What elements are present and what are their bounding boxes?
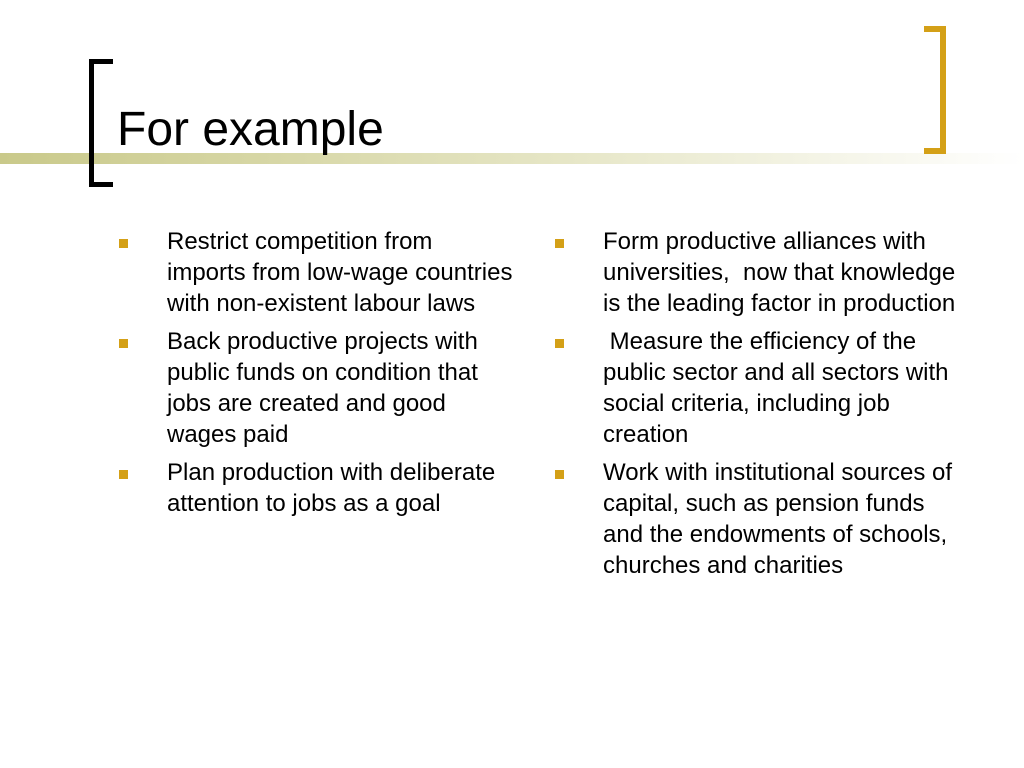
bullet-text: Restrict competition from imports from low-wage countries with non-existent labour laws xyxy=(167,228,520,317)
slide-title: For example xyxy=(117,103,384,156)
left-bullet-list xyxy=(117,226,520,526)
square-bullet-icon xyxy=(119,470,128,479)
square-bullet-icon xyxy=(119,239,128,248)
left-bracket-decoration xyxy=(89,59,113,187)
bullet-item xyxy=(553,226,963,319)
bullet-text: Work with institutional sources of capital, such as pension funds and the endowments of schools, churches and charities xyxy=(603,459,959,579)
square-bullet-icon xyxy=(555,239,564,248)
bullet-item xyxy=(117,226,520,319)
bullet-text: Measure the efficiency of the public sector and all sectors with social criteria, including job creation xyxy=(603,328,956,448)
right-bullet-list xyxy=(553,226,963,588)
bullet-text: Plan production with deliberate attention to jobs as a goal xyxy=(167,459,502,517)
square-bullet-icon xyxy=(555,470,564,479)
bullet-item xyxy=(117,326,517,450)
right-bracket-decoration xyxy=(924,26,946,154)
bullet-item xyxy=(553,326,963,450)
bullet-item xyxy=(553,457,963,581)
bullet-item xyxy=(117,457,517,519)
bullet-text: Form productive alliances with universities, now that knowledge is the leading factor in production xyxy=(603,228,962,317)
square-bullet-icon xyxy=(119,339,128,348)
bullet-text: Back productive projects with public funds on condition that jobs are created and good wages paid xyxy=(167,328,485,448)
square-bullet-icon xyxy=(555,339,564,348)
